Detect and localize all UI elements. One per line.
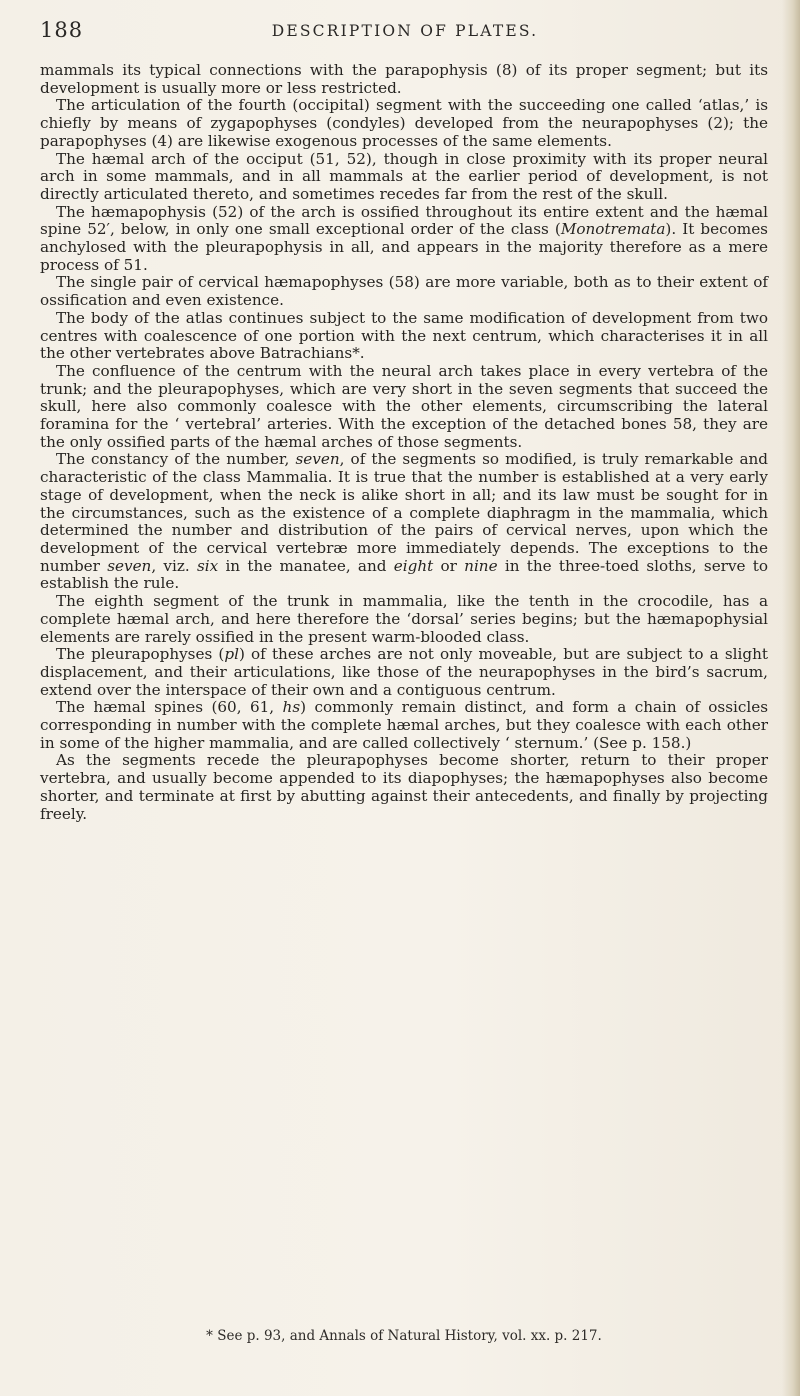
page-number: 188 (40, 18, 84, 42)
paragraph: The eighth segment of the trunk in mammalia, like the tenth in the crocodile, has a complete hæmal arch, and here therefore the ‘dorsal’ series begins; but the hæmapophysial elements are rarely ossified in the present warm-blooded class. (40, 592, 768, 646)
body-text (40, 62, 768, 823)
paragraph: The body of the atlas continues subject to the same modification of development from two centres with coalescence of one portion with the next centrum, which characterises it in all the other vertebrates above Batrachians*. (40, 308, 768, 363)
paragraph: The hæmapophysis (52) of the arch is ossified throughout its entire extent and the hæmal spine 52′, below, in only one small exceptional order of the class (Monotremata). It becomes anchylosed with the pleurapophysis in all, and appears in the majority therefore as a mere process of 51. (40, 202, 768, 274)
paragraph: The hæmal arch of the occiput (51, 52), though in close proximity with its proper neural arch in some mammals, and in all mammals at the earlier period of development, is not directly articulated thereto, and sometimes recedes far from the rest of the skull. (40, 149, 768, 203)
paragraph: The confluence of the centrum with the neural arch takes place in every vertebra of the trunk; and the pleurapophyses, which are very short in the seven segments that succeed the skull, here also commonly coalesce with the other elements, circumscribing the lateral foramina for the ‘ vertebral’ arteries. With the exception of the detached bones 58, they are the only ossified parts of the hæmal arches of those segments. (40, 361, 768, 451)
page-header (40, 18, 770, 48)
running-head: DESCRIPTION OF PLATES. (271, 22, 539, 40)
paragraph: The single pair of cervical hæmapophyses (58) are more variable, both as to their extent of ossification and even existence. (40, 273, 768, 310)
page-edge-shadow (782, 0, 800, 1396)
paragraph: As the segments recede the pleurapophyses become shorter, return to their proper vertebra, and usually become appended to its diapophyses; the hæmapophyses also become shorter, and terminate at first by abutting against their antecedents, and finally by projecting freely. (40, 751, 768, 823)
paragraph: The pleurapophyses (pl) of these arches are not only moveable, but are subject to a slight displacement, and their articulations, like those of the neurapophyses in the bird’s sacrum, extend over the interspace of their own and a contiguous centrum. (40, 645, 768, 699)
paragraph: The articulation of the fourth (occipital) segment with the succeeding one called ‘atlas,’ is chiefly by means of zygapophyses (condyles) developed from the neurapophyses (2); the parapophyses (4) are likewise exogenous processes of the same elements. (40, 96, 768, 150)
footnote: * See p. 93, and Annals of Natural History, vol. xx. p. 217. (206, 1328, 602, 1344)
paragraph: The constancy of the number, seven, of the segments so modified, is truly remarkable and characteristic of the class Mammalia. It is true that the number is established at a very early stage of development, when the neck is alike short in all; and its law must be sought for in the circumstances, such as the existence of a complete diaphragm in the mammalia, which determined the number and distribution of the pairs of cervical nerves, upon which the development of the cervical vertebræ more immediately depends. The exceptions to the number seven, viz. six in the manatee, and eight or nine in the three-toed sloths, serve to establish the rule. (40, 450, 769, 593)
paragraph: The hæmal spines (60, 61, hs) commonly remain distinct, and form a chain of ossicles corresponding in number with the complete hæmal arches, but they coalesce with each other in some of the higher mammalia, and are called collectively ‘ sternum.’ (See p. 158.) (40, 698, 769, 752)
paragraph: mammals its typical connections with the parapophysis (8) of its proper segment; but its development is usually more or less restricted. (40, 61, 768, 97)
